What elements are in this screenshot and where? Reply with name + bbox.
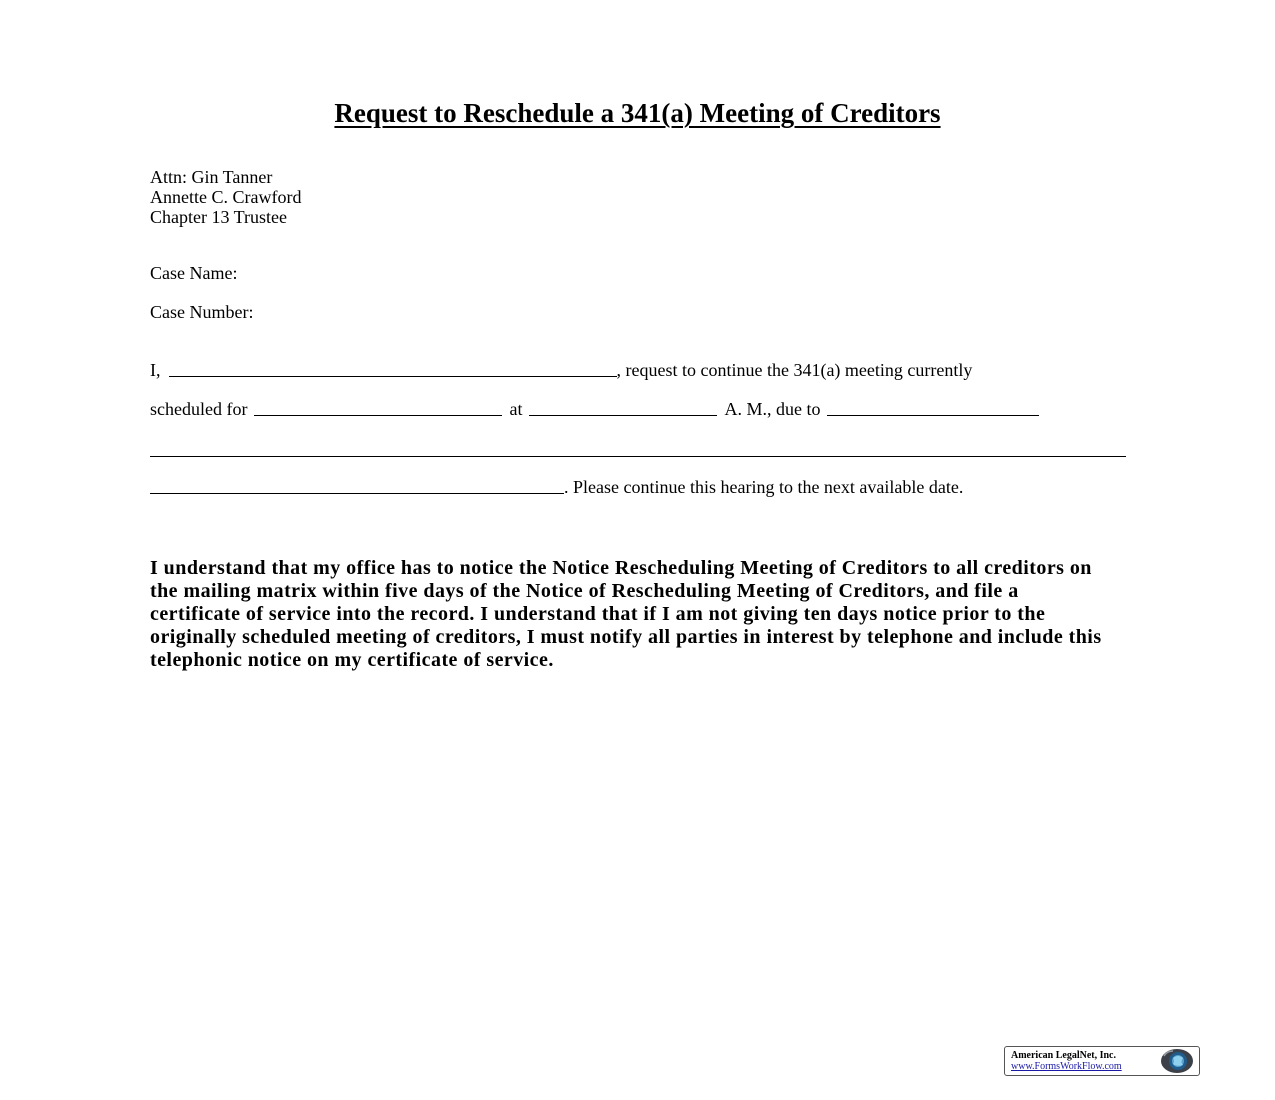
request-prefix: I, [150, 360, 161, 380]
date-blank[interactable] [254, 397, 502, 416]
request-line [150, 358, 1125, 381]
schedule-line [150, 397, 1125, 420]
footer-logo[interactable] [1004, 1046, 1200, 1076]
logo-company: American LegalNet, Inc. [1011, 1050, 1116, 1061]
schedule-am-due: A. M., due to [724, 399, 821, 419]
schedule-prefix: scheduled for [150, 399, 248, 419]
reason-end-blank[interactable] [150, 475, 564, 494]
request-suffix: , request to continue the 341(a) meeting currently [616, 360, 973, 380]
address-block [150, 167, 301, 227]
schedule-at: at [509, 399, 523, 419]
name-blank[interactable] [169, 358, 617, 377]
time-blank[interactable] [529, 397, 717, 416]
attn-line: Attn: Gin Tanner [150, 167, 273, 187]
statement-paragraph: I understand that my office has to notice the Notice Rescheduling Meeting of Creditors to all creditors on the mailing matrix within five days of the Notice of Rescheduling Meeting of Creditors, and file a certificate of service into the record. I understand that if I am not giving ten days notice prior to the originally scheduled meeting of creditors, I must notify all parties in interest by telephone and include this telephonic notice on my certificate of service. [150, 557, 1102, 671]
continue-text: . Please continue this hearing to the next available date. [564, 477, 964, 497]
reason-blank[interactable] [827, 397, 1039, 416]
reason-continuation-blank[interactable] [150, 456, 1126, 457]
trustee-name: Annette C. Crawford [150, 187, 302, 207]
case-number-label: Case Number: [150, 302, 254, 322]
document-title: Request to Reschedule a 341(a) Meeting of Creditors [334, 98, 941, 128]
case-name-label: Case Name: [150, 263, 238, 283]
logo-url[interactable]: www.FormsWorkFlow.com [1011, 1061, 1122, 1072]
trustee-role: Chapter 13 Trustee [150, 207, 287, 227]
continue-line [150, 475, 1125, 498]
globe-icon [1159, 1048, 1195, 1079]
